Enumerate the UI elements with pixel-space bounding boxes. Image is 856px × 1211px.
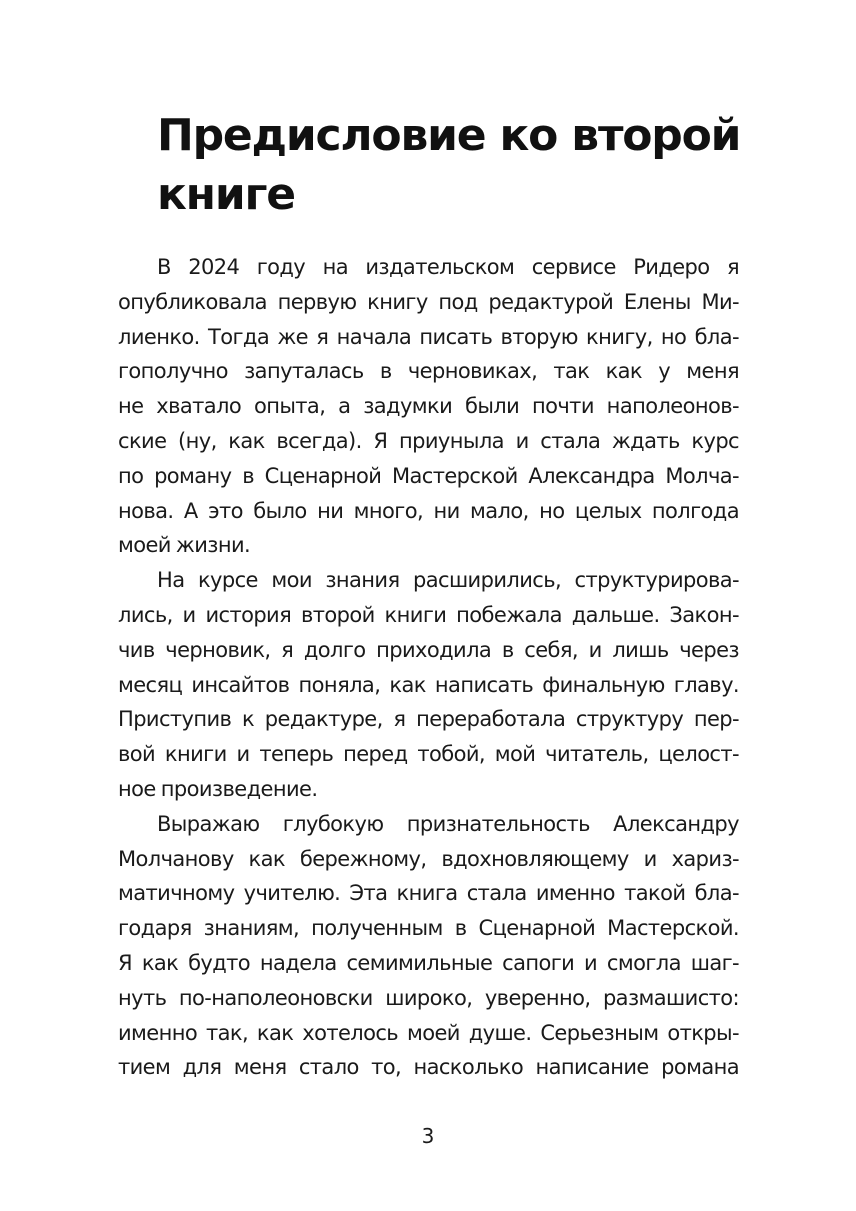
text-line: тием для меня стало то, насколько написание романа bbox=[118, 1055, 739, 1080]
text-line: лись, и история второй книги побежала дальше. Закон- bbox=[118, 602, 739, 627]
chapter-title-line-1: Предисловие ко второй bbox=[157, 110, 741, 161]
text-line: Молчанову как бережному, вдохновляющему и хариз- bbox=[118, 846, 739, 871]
text-line: опубликовала первую книгу под редактурой Елены Ми- bbox=[118, 289, 739, 314]
chapter-title-line-2: книге bbox=[157, 169, 295, 220]
text-line: чив черновик, я долго приходила в себя, и лишь через bbox=[118, 637, 739, 662]
text-line: Выражаю глубокую признательность Александру bbox=[157, 811, 739, 836]
text-line: нова. А это было ни много, ни мало, но целых полгода bbox=[118, 498, 739, 523]
text-line: не хватало опыта, а задумки были почти наполеонов- bbox=[118, 394, 739, 419]
text-line: гополучно запуталась в черновиках, так как у меня bbox=[118, 359, 739, 384]
text-line: именно так, как хотелось моей душе. Серьезным откры- bbox=[118, 1020, 739, 1045]
text-line: Я как будто надела семимильные сапоги и смогла шаг- bbox=[118, 950, 739, 975]
text-line: На курсе мои знания расширились, структурирова- bbox=[157, 568, 739, 593]
text-line: Приступив к редактуре, я переработала структуру пер- bbox=[118, 707, 739, 732]
text-line: годаря знаниям, полученным в Сценарной Мастерской. bbox=[118, 916, 739, 941]
text-line: лиенко. Тогда же я начала писать вторую книгу, но бла- bbox=[118, 324, 739, 349]
text-line: нуть по-наполеоновски широко, уверенно, размашисто: bbox=[118, 985, 739, 1010]
text-line: матичному учителю. Эта книга стала именно такой бла- bbox=[118, 881, 739, 906]
text-line: ские (ну, как всегда). Я приуныла и стала ждать курс bbox=[118, 428, 739, 453]
body-text bbox=[118, 250, 739, 1085]
paragraph bbox=[118, 250, 739, 563]
paragraph bbox=[118, 807, 739, 1085]
page-number: 3 bbox=[421, 1124, 435, 1148]
text-line: моей жизни. bbox=[118, 533, 251, 558]
chapter-title bbox=[157, 106, 757, 224]
paragraph bbox=[118, 563, 739, 807]
text-line: ное произведение. bbox=[118, 776, 318, 801]
text-line: В 2024 году на издательском сервисе Ридеро я bbox=[157, 255, 739, 279]
text-line: месяц инсайтов поняла, как написать финальную главу. bbox=[118, 672, 739, 697]
text-line: по роману в Сценарной Мастерской Александра Молча- bbox=[118, 463, 739, 488]
text-line: вой книги и теперь перед тобой, мой читатель, целост- bbox=[118, 742, 739, 767]
